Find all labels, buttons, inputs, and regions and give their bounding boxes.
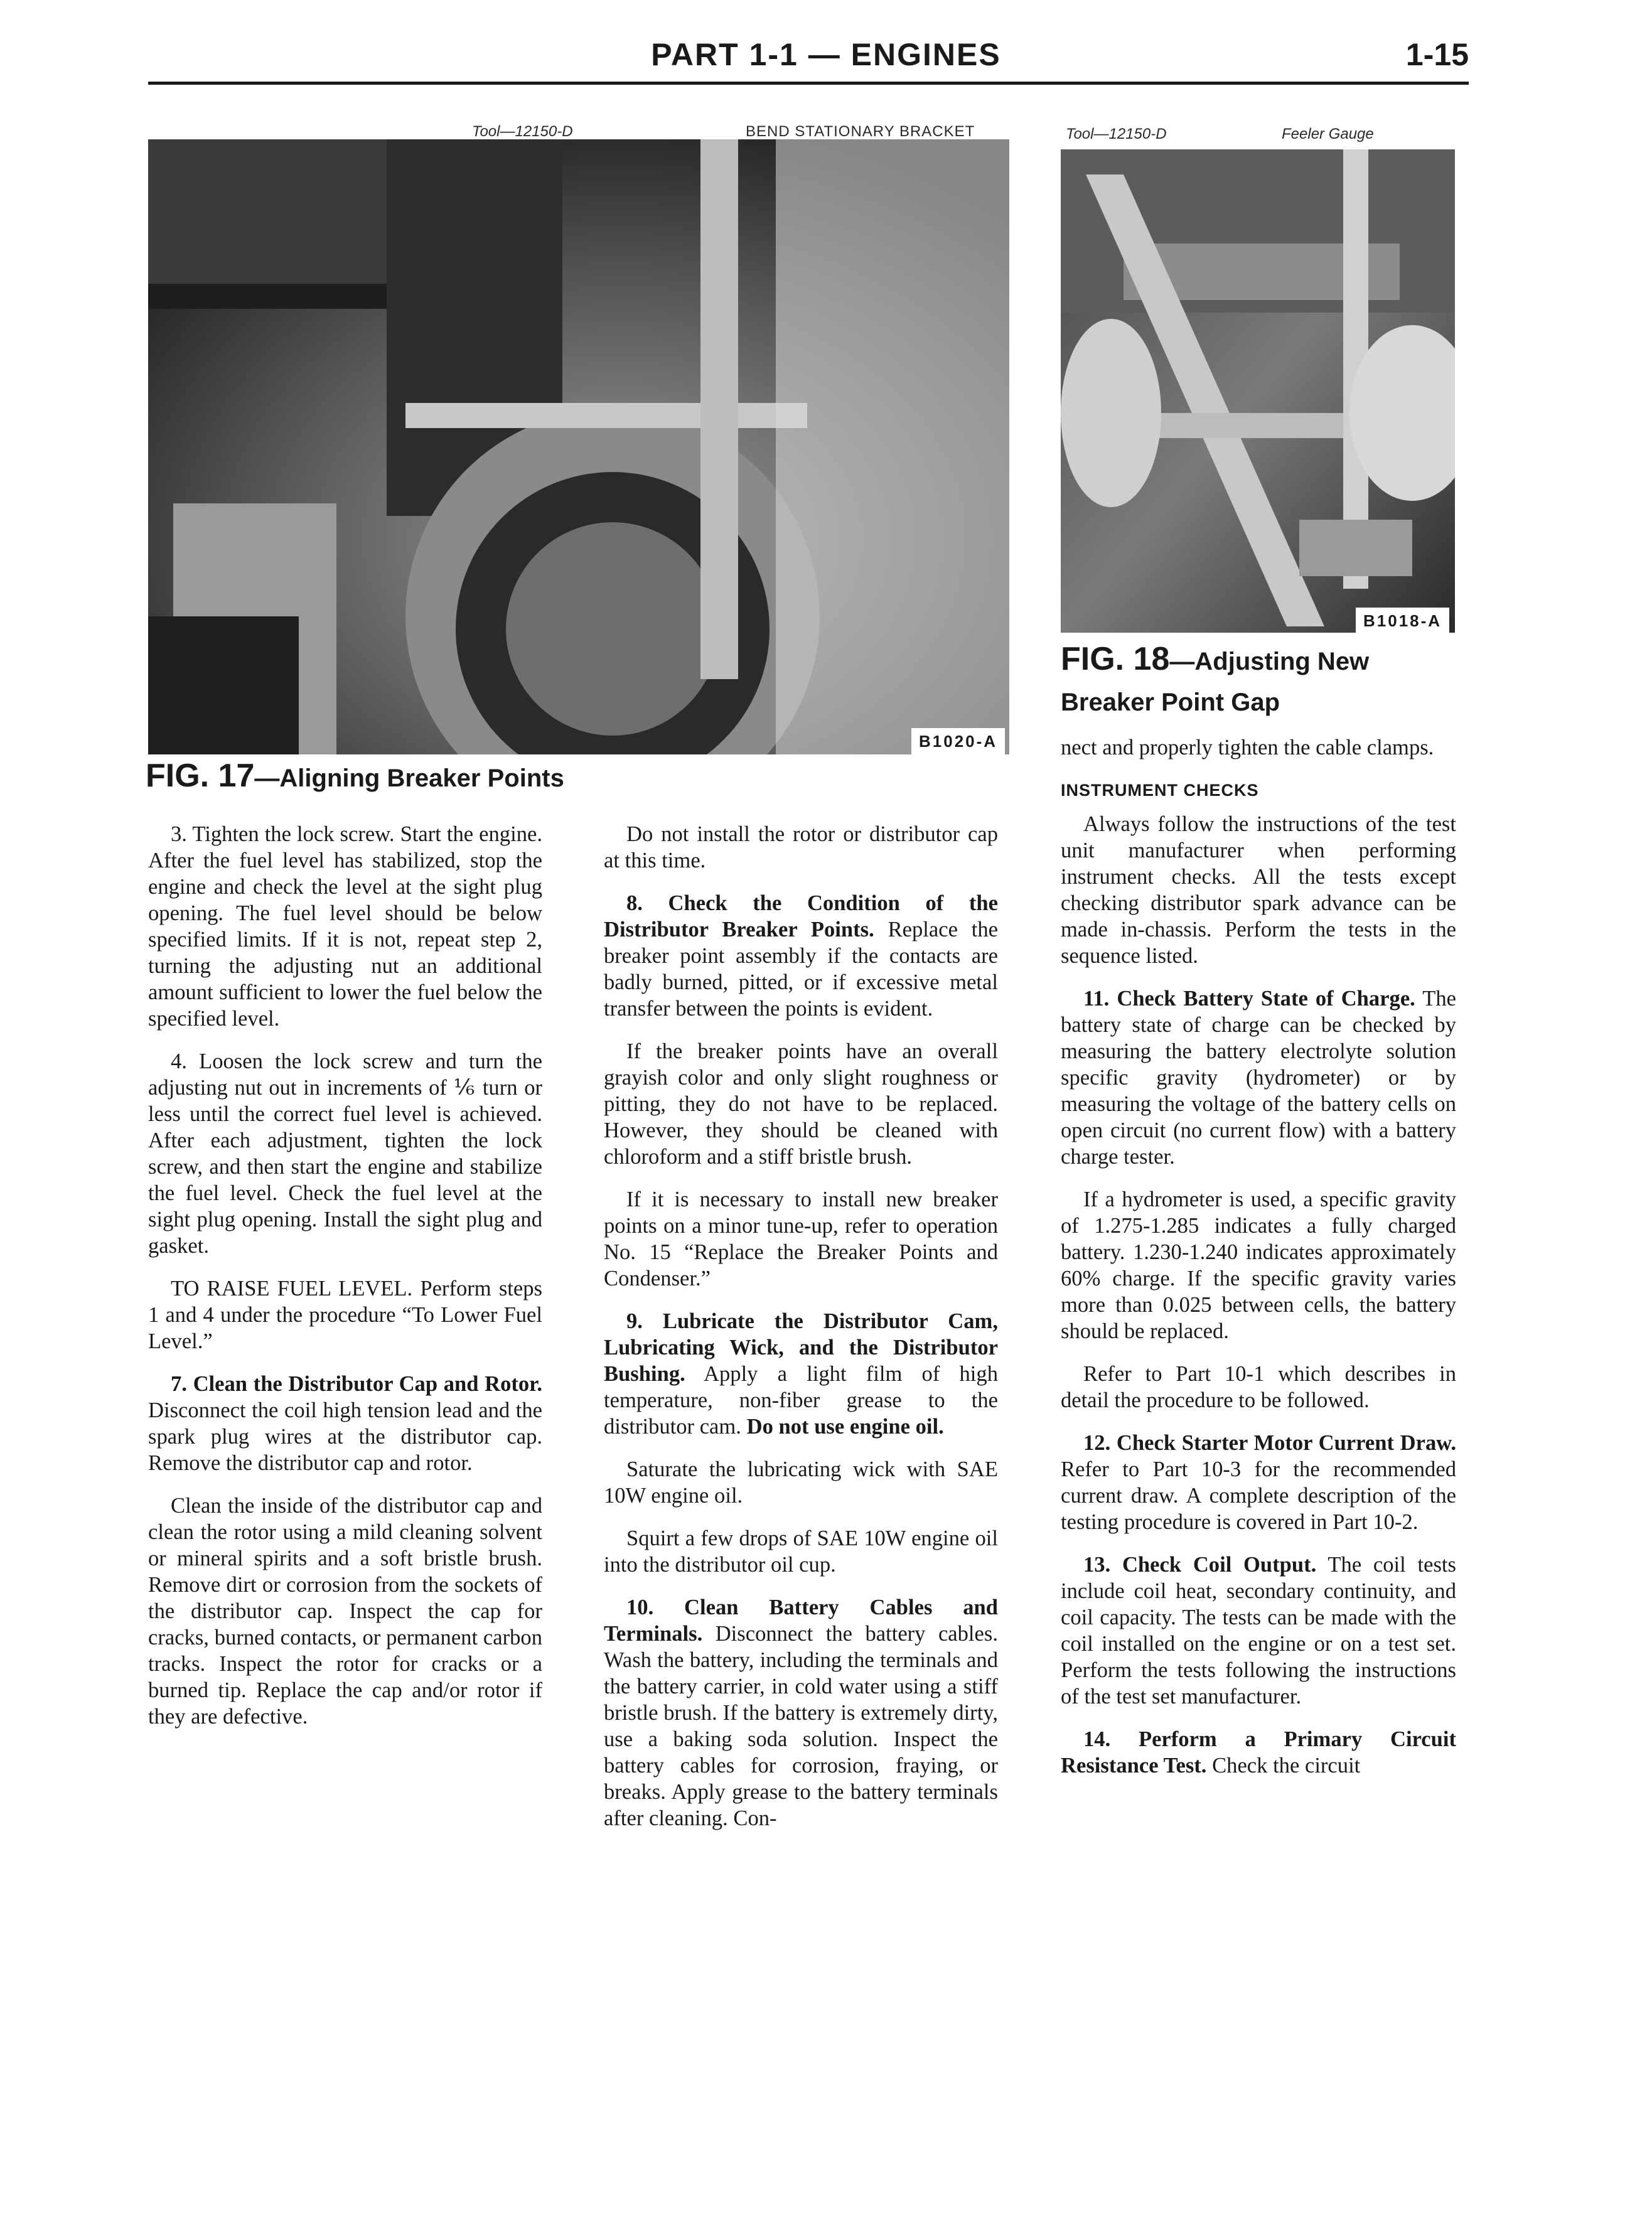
instrument-checks-heading: INSTRUMENT CHECKS (1061, 781, 1259, 800)
step-9-paragraph-2: Saturate the lubricating wick with SAE 10W engine oil. (604, 1457, 998, 1508)
step-10-title: 10. Clean Battery Cables and Terminals. (604, 1596, 998, 1646)
step-12-paragraph (1061, 1430, 1456, 1535)
fig17-caption-label: —Aligning Breaker Points (254, 764, 564, 792)
fig17-bend-callout: BEND STATIONARY BRACKET (746, 123, 975, 140)
step-11-paragraph-2: If a hydrometer is used, a specific gravity of 1.275-1.285 indicates a fully charged battery. 1.230-1.240 indicates approximately 60% charge. If the specific gravity varies more than 0.025 between cells, the battery should be replaced. (1061, 1188, 1456, 1343)
step-11-body: The battery state of charge can be checked by measuring the battery electrolyte solution specific gravity (hydrometer) or by measuring the voltage of the battery cells on open circuit (no current flow) with a battery charge tester. (1061, 987, 1456, 1169)
fig18-caption-label: —Adjusting New Breaker Point Gap (1061, 648, 1370, 716)
step-7-body: Disconnect the coil high tension lead and the spark plug wires at the distributor cap. Remove the distributor cap and rotor. (148, 1398, 542, 1475)
step-8-paragraph-3: If it is necessary to install new breaker points on a minor tune-up, refer to operation No. 15 “Replace the Breaker Points and Condenser.” (604, 1188, 998, 1290)
text-column-1 (148, 821, 542, 1746)
page-header-title: PART 1-1 — ENGINES (651, 37, 1001, 72)
step-11-paragraph (1061, 985, 1456, 1170)
step-7-title: 7. Clean the Distributor Cap and Rotor. (171, 1372, 542, 1396)
fig17-code: B1020-A (911, 728, 1005, 755)
raise-fuel-level-paragraph: TO RAISE FUEL LEVEL. Perform steps 1 and 4 under the procedure “To Lower Fuel Level.” (148, 1277, 542, 1353)
step-9-title: 9. Lubricate the Distributor Cam, Lubricating Wick, and the Distributor Bushing. (604, 1309, 998, 1386)
step-14-body: Check the circuit (1206, 1754, 1361, 1778)
step-8-paragraph (604, 890, 998, 1022)
step-8-paragraph-2: If the breaker points have an overall grayish color and only slight roughness or pitting, they do not have to be replaced. However, they should be cleaned with chloroform and a stiff bristle brush. (604, 1039, 998, 1169)
step-14-title: 14. Perform a Primary Circuit Resistance Test. (1061, 1727, 1456, 1778)
continuation-paragraph: nect and properly tighten the cable clamps. (1061, 736, 1434, 759)
step-4-paragraph: 4. Loosen the lock screw and turn the adjusting nut out in increments of ⅙ turn or less until the correct fuel level is achieved. After each adjustment, tighten the lock screw, and then start the engine and stabilize the fuel level. Check the fuel level at the sight plug opening. Install the sight plug and gasket. (148, 1049, 542, 1258)
fig18-caption-number: FIG. 18 (1061, 641, 1170, 677)
fig17-caption (146, 758, 711, 802)
step-12-title: 12. Check Starter Motor Current Draw. (1083, 1431, 1456, 1455)
header-rule (148, 82, 1469, 85)
step-8-body: Replace the breaker point assembly if the contacts are badly burned, pitted, or if excessive metal transfer between the points is evident. (604, 918, 998, 1021)
step-8-title: 8. Check the Condition of the Distributor Breaker Points. (604, 891, 998, 941)
fig18-caption (1061, 641, 1462, 726)
rotor-note-paragraph: Do not install the rotor or distributor cap at this time. (604, 822, 998, 872)
fig18-tool-callout: Tool—12150-D (1066, 126, 1167, 142)
step-9-paragraph (604, 1308, 998, 1440)
step-11-title: 11. Check Battery State of Charge. (1083, 987, 1415, 1011)
step-13-paragraph (1061, 1552, 1456, 1710)
fig18-code: B1018-A (1356, 608, 1449, 635)
fig18-feeler-gauge-callout: Feeler Gauge (1282, 126, 1374, 142)
fig17-tool-callout: Tool—12150-D (472, 123, 573, 140)
step-9-body: Apply a light film of high temperature, non-fiber grease to the distributor cam. (604, 1362, 998, 1439)
text-column-3 (1061, 734, 1456, 1795)
step-9-warning: Do not use engine oil. (746, 1415, 944, 1439)
text-column-2 (604, 821, 998, 1848)
step-9-paragraph-3: Squirt a few drops of SAE 10W engine oil into the distributor oil cup. (604, 1526, 998, 1577)
step-13-title: 13. Check Coil Output. (1083, 1553, 1317, 1577)
step-12-body: Refer to Part 10-3 for the recommended current draw. A complete description of the testing procedure is covered in Part 10-2. (1061, 1457, 1456, 1534)
step-13-body: The coil tests include coil heat, secondary continuity, and coil capacity. The tests can be made with the coil installed on the engine or on a test set. Perform the tests following the instructions of the test set manufacturer. (1061, 1553, 1456, 1708)
step-7-paragraph (148, 1371, 542, 1476)
step-11-paragraph-3: Refer to Part 10-1 which describes in detail the procedure to be followed. (1061, 1362, 1456, 1412)
figure-17-photo (148, 139, 1009, 754)
fig17-caption-number: FIG. 17 (146, 758, 255, 794)
step-10-body: Disconnect the battery cables. Wash the battery, including the terminals and the battery carrier, in cold water using a stiff bristle brush. If the battery is extremely dirty, use a baking soda solution. Inspect the battery cables for corrosion, fraying, or breaks. Apply grease to the battery terminals after cleaning. Con- (604, 1622, 998, 1830)
figure-18-photo (1061, 149, 1455, 633)
step-3-paragraph: 3. Tighten the lock screw. Start the engine. After the fuel level has stabilized, stop the engine and check the level at the sight plug opening. The fuel level should be below specified limits. If it is not, repeat step 2, turning the adjusting nut an additional amount sufficient to lower the fuel below the specified level. (148, 822, 542, 1031)
instrument-checks-intro: Always follow the instructions of the test unit manufacturer when performing instrument checks. All the tests except checking distributor spark advance can be made in-chassis. Perform the tests in the sequence listed. (1061, 812, 1456, 968)
step-7-paragraph-2: Clean the inside of the distributor cap and clean the rotor using a mild cleaning solvent or mineral spirits and a soft bristle brush. Remove dirt or corrosion from the sockets of the distributor cap. Inspect the cap for cracks, burned contacts, or permanent carbon tracks. Inspect the rotor for cracks or a burned tip. Replace the cap and/or rotor if they are defective. (148, 1494, 542, 1729)
step-14-paragraph (1061, 1726, 1456, 1779)
page-number: 1-15 (1405, 37, 1469, 72)
step-10-paragraph (604, 1594, 998, 1832)
